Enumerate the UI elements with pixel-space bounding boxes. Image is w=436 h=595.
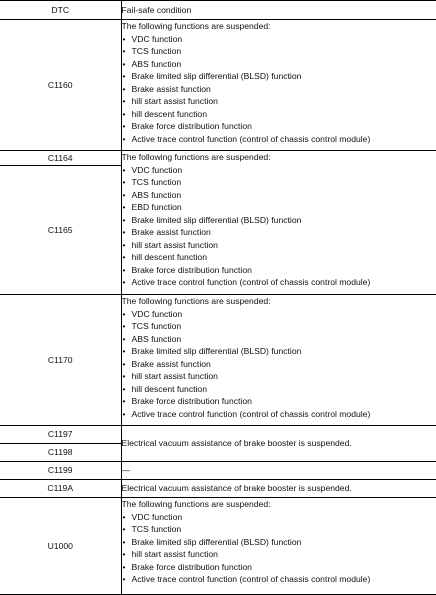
list-item: • ABS function	[122, 189, 436, 202]
condition-cell: Electrical vacuum assistance of brake booster is suspended.	[121, 426, 436, 462]
condition-cell	[121, 20, 436, 151]
list-item: • VDC function	[122, 308, 436, 321]
list-item: • VDC function	[122, 33, 436, 46]
condition-cell	[121, 498, 436, 595]
list-item: • hill descent function	[122, 383, 436, 396]
list-item: • EBD function	[122, 201, 436, 214]
list-item: • Brake assist function	[122, 226, 436, 239]
suspended-lead-text: The following functions are suspended:	[122, 498, 436, 511]
list-item: • hill start assist function	[122, 239, 436, 252]
dtc-column-header: DTC	[0, 1, 121, 20]
list-item: • hill start assist function	[122, 95, 436, 108]
dtc-code: U1000	[0, 498, 121, 595]
list-item: • Active trace control function (control of chassis control module)	[122, 276, 436, 289]
list-item: • hill start assist function	[122, 370, 436, 383]
table-row	[0, 480, 436, 498]
list-item: • Brake limited slip differential (BLSD) function	[122, 345, 436, 358]
suspended-lead-text: The following functions are suspended:	[122, 295, 436, 308]
list-item: • hill descent function	[122, 108, 436, 121]
dtc-code: C1164	[0, 151, 121, 166]
list-item: • Brake limited slip differential (BLSD) function	[122, 214, 436, 227]
list-item: • TCS function	[122, 523, 436, 536]
dtc-code: C119A	[0, 480, 121, 498]
suspended-lead-text: The following functions are suspended:	[122, 20, 436, 33]
condition-cell	[121, 151, 436, 295]
list-item: • Active trace control function (control of chassis control module)	[122, 408, 436, 421]
list-item: • Active trace control function (control of chassis control module)	[122, 573, 436, 586]
list-item: • VDC function	[122, 511, 436, 524]
table-row	[0, 20, 436, 151]
dtc-code: C1198	[0, 444, 121, 462]
list-item: • Brake force distribution function	[122, 120, 436, 133]
condition-cell	[121, 295, 436, 426]
list-item: • TCS function	[122, 320, 436, 333]
list-item: • Brake force distribution function	[122, 395, 436, 408]
list-item: • VDC function	[122, 164, 436, 177]
table-row	[0, 462, 436, 480]
list-item: • Active trace control function (control of chassis control module)	[122, 133, 436, 146]
list-item: • hill descent function	[122, 251, 436, 264]
dtc-code: C1199	[0, 462, 121, 480]
list-item: • TCS function	[122, 176, 436, 189]
dtc-code: C1197	[0, 426, 121, 444]
table-row	[0, 295, 436, 426]
suspended-lead-text: The following functions are suspended:	[122, 151, 436, 164]
dtc-code: C1165	[0, 166, 121, 295]
list-item: • TCS function	[122, 45, 436, 58]
list-item: • Brake limited slip differential (BLSD) function	[122, 70, 436, 83]
condition-column-header: Fail-safe condition	[121, 1, 436, 20]
list-item: • Brake assist function	[122, 83, 436, 96]
list-item: • Brake force distribution function	[122, 561, 436, 574]
function-list	[122, 511, 436, 586]
dtc-code: C1170	[0, 295, 121, 426]
list-item: • Brake limited slip differential (BLSD) function	[122, 536, 436, 549]
function-list	[122, 308, 436, 421]
list-item: • ABS function	[122, 58, 436, 71]
condition-cell: —	[121, 462, 436, 480]
list-item: • Brake assist function	[122, 358, 436, 371]
list-item: • Brake force distribution function	[122, 264, 436, 277]
table-row	[0, 426, 436, 444]
function-list	[122, 33, 436, 146]
table-header-row	[0, 1, 436, 20]
table-row	[0, 498, 436, 595]
list-item: • hill start assist function	[122, 548, 436, 561]
list-item: • ABS function	[122, 333, 436, 346]
function-list	[122, 164, 436, 289]
condition-cell: Electrical vacuum assistance of brake booster is suspended.	[121, 480, 436, 498]
table-row	[0, 151, 436, 166]
dtc-code: C1160	[0, 20, 121, 151]
